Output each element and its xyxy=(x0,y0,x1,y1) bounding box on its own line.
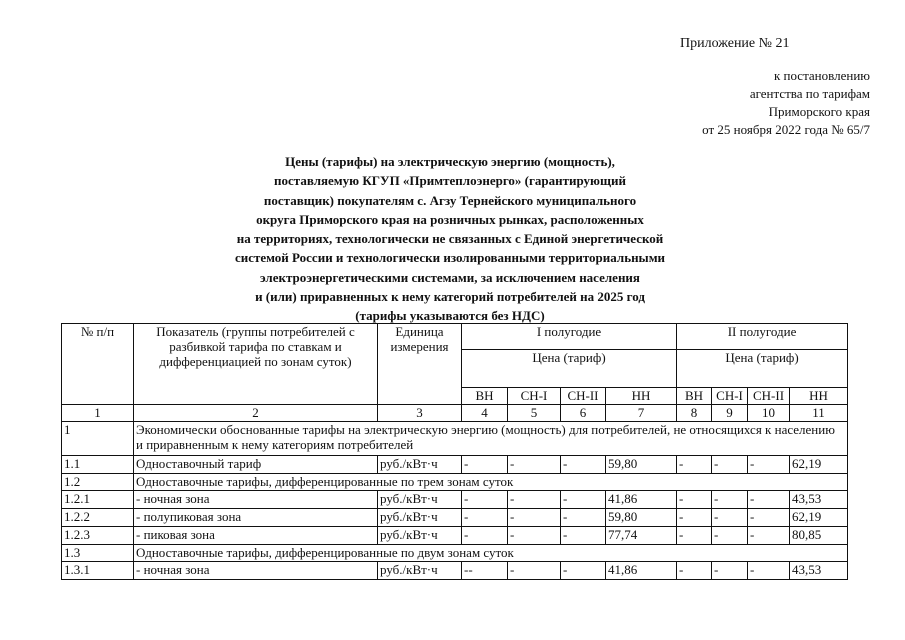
row-number: 1.3.1 xyxy=(62,562,134,580)
heading-line: (тарифы указываются без НДС) xyxy=(355,308,545,324)
row-indicator: - ночная зона xyxy=(134,491,378,509)
section-row xyxy=(62,474,848,491)
header-level: ВН xyxy=(677,388,712,405)
heading-line: системой России и технологически изолированными территориальными xyxy=(234,250,666,266)
price-value: 80,85 xyxy=(790,527,848,545)
header-level: СН-I xyxy=(712,388,748,405)
header-row xyxy=(62,324,848,350)
price-value: 77,74 xyxy=(606,527,677,545)
price-value: 41,86 xyxy=(606,491,677,509)
heading-line: и (или) приравненных к нему категорий потребителей на 2025 год xyxy=(255,289,645,305)
appendix-line: агентства по тарифам xyxy=(749,86,870,101)
heading-line: на территориях, технологически не связанных с Единой энергетической xyxy=(236,231,664,247)
header-level: СН-II xyxy=(561,388,606,405)
header-unit: Единица измерения xyxy=(378,324,462,405)
price-cell: - xyxy=(712,562,748,580)
column-number: 8 xyxy=(677,405,712,422)
section-title: Одноставочные тарифы, дифференцированные по трем зонам суток xyxy=(134,474,848,491)
price-cell: - xyxy=(677,527,712,545)
section-title: Одноставочные тарифы, дифференцированные по двум зонам суток xyxy=(134,545,848,562)
column-number: 5 xyxy=(508,405,561,422)
price-cell: - xyxy=(462,456,508,474)
column-number: 10 xyxy=(748,405,790,422)
row-number: 1 xyxy=(62,422,134,456)
row-number: 1.3 xyxy=(62,545,134,562)
price-value: 43,53 xyxy=(790,562,848,580)
price-value: 62,19 xyxy=(790,509,848,527)
price-cell: - xyxy=(748,562,790,580)
row-indicator: - полупиковая зона xyxy=(134,509,378,527)
section-row xyxy=(62,545,848,562)
tariff-table-body xyxy=(62,324,848,580)
price-cell: - xyxy=(748,491,790,509)
price-cell: - xyxy=(561,491,606,509)
price-value: 43,53 xyxy=(790,491,848,509)
header-num: № п/п xyxy=(62,324,134,405)
price-cell: - xyxy=(748,509,790,527)
column-number: 7 xyxy=(606,405,677,422)
row-unit: руб./кВт·ч xyxy=(378,527,462,545)
price-cell: - xyxy=(462,509,508,527)
price-value: 41,86 xyxy=(606,562,677,580)
row-unit: руб./кВт·ч xyxy=(378,562,462,580)
section-row xyxy=(62,422,848,456)
row-number: 1.2.3 xyxy=(62,527,134,545)
header-level: СН-I xyxy=(508,388,561,405)
price-cell: - xyxy=(561,456,606,474)
row-number: 1.2 xyxy=(62,474,134,491)
price-cell: - xyxy=(712,527,748,545)
price-cell: - xyxy=(508,456,561,474)
table-row xyxy=(62,491,848,509)
appendix-title: Приложение № 21 xyxy=(680,36,790,51)
price-cell: - xyxy=(561,527,606,545)
appendix-line: от 25 ноября 2022 года № 65/7 xyxy=(702,122,870,137)
row-unit: руб./кВт·ч xyxy=(378,456,462,474)
heading-line: электроэнергетическими системами, за исключением населения xyxy=(260,269,640,285)
price-cell: - xyxy=(561,562,606,580)
row-unit: руб./кВт·ч xyxy=(378,509,462,527)
price-cell: - xyxy=(508,527,561,545)
price-cell: - xyxy=(561,509,606,527)
column-number: 9 xyxy=(712,405,748,422)
tariff-table xyxy=(61,323,848,580)
table-row xyxy=(62,456,848,474)
price-cell: - xyxy=(712,491,748,509)
column-number-row xyxy=(62,405,848,422)
section-title: Экономически обоснованные тарифы на электрическую энергию (мощность) для потребителей, не относящихся к населению и приравненным к нему категориям потребителей xyxy=(134,422,848,456)
price-value: 62,19 xyxy=(790,456,848,474)
header-level: ВН xyxy=(462,388,508,405)
price-cell: - xyxy=(462,491,508,509)
column-number: 11 xyxy=(790,405,848,422)
price-cell: - xyxy=(677,491,712,509)
row-indicator: Одноставочный тариф xyxy=(134,456,378,474)
header-half-2: II полугодие xyxy=(677,324,848,350)
header-half-1: I полугодие xyxy=(462,324,677,350)
price-cell: - xyxy=(712,509,748,527)
heading-line: поставляемую КГУП «Примтеплоэнерго» (гарантирующий xyxy=(274,173,626,189)
row-number: 1.1 xyxy=(62,456,134,474)
price-cell: - xyxy=(748,456,790,474)
table-row xyxy=(62,509,848,527)
column-number: 3 xyxy=(378,405,462,422)
price-cell: - xyxy=(677,562,712,580)
price-cell: - xyxy=(508,509,561,527)
price-cell: - xyxy=(462,527,508,545)
price-cell: - xyxy=(677,456,712,474)
price-cell: - xyxy=(712,456,748,474)
heading-line: Цены (тарифы) на электрическую энергию (мощность), xyxy=(285,154,615,169)
column-number: 4 xyxy=(462,405,508,422)
price-cell: -- xyxy=(462,562,508,580)
table-row xyxy=(62,527,848,545)
column-number: 2 xyxy=(134,405,378,422)
heading-line: поставщик) покупателям с. Агзу Тернейского муниципального xyxy=(263,192,637,208)
price-cell: - xyxy=(508,491,561,509)
header-level: СН-II xyxy=(748,388,790,405)
price-cell: - xyxy=(677,509,712,527)
row-number: 1.2.1 xyxy=(62,491,134,509)
column-number: 6 xyxy=(561,405,606,422)
heading-line: округа Приморского края на розничных рынках, расположенных xyxy=(256,211,644,227)
table-row xyxy=(62,562,848,580)
appendix-line: к постановлению xyxy=(773,68,870,83)
header-level: НН xyxy=(606,388,677,405)
row-unit: руб./кВт·ч xyxy=(378,491,462,509)
price-value: 59,80 xyxy=(606,509,677,527)
row-number: 1.2.2 xyxy=(62,509,134,527)
header-price-1: Цена (тариф) xyxy=(462,350,677,388)
price-value: 59,80 xyxy=(606,456,677,474)
price-cell: - xyxy=(748,527,790,545)
price-cell: - xyxy=(508,562,561,580)
document-heading xyxy=(150,152,750,326)
row-indicator: - ночная зона xyxy=(134,562,378,580)
appendix-line: Приморского края xyxy=(768,104,870,119)
column-number: 1 xyxy=(62,405,134,422)
header-level: НН xyxy=(790,388,848,405)
header-price-2: Цена (тариф) xyxy=(677,350,848,388)
header-indicator: Показатель (группы потребителей с разбивкой тарифа по ставкам и дифференциацией по зонам суток) xyxy=(134,324,378,405)
row-indicator: - пиковая зона xyxy=(134,527,378,545)
